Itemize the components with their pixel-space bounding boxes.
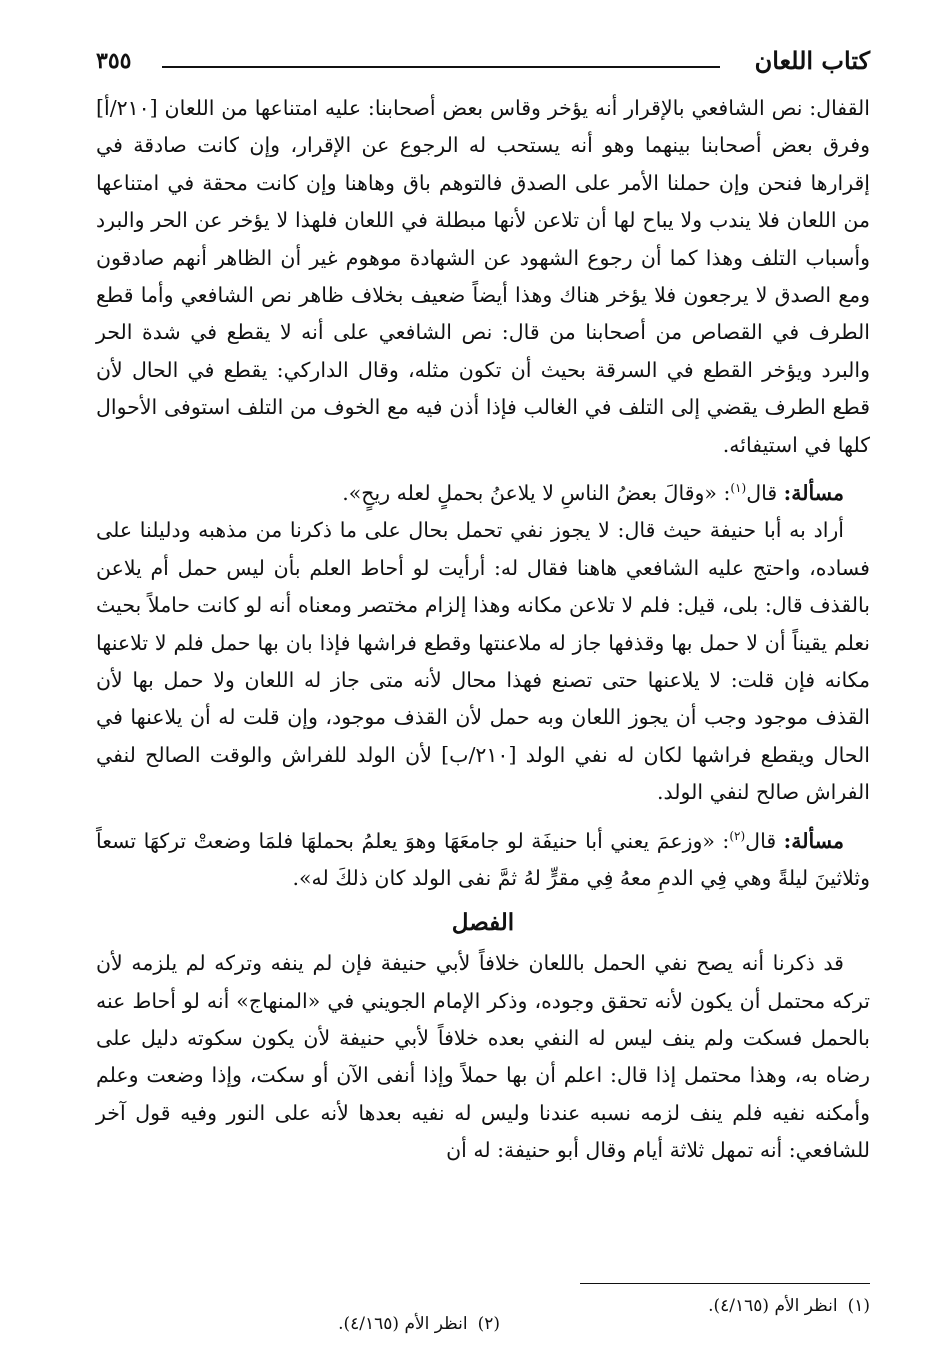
footnote-ref-1[interactable]: (١) (730, 481, 747, 496)
footnote-rule (580, 1283, 870, 1284)
paragraph-3: أراد به أبا حنيفة حيث قال: لا يجوز نفي تحمل بحال على ما ذكرنا من مذهبه ودليلنا على فساده، واحتج عليه الشافعي هاهنا فقال له: أرأيت لو أحاط العلم بأن ليس حمل أم يلاعن بالقذف قال: بلى، قيل: فلم لا تلاعن مكانه وهذا إلزام مختصر ومعناه أنه لو كانت حاملاً بحيث نعلم يقيناً أن لا حمل بها وقذفها جاز له ملاعنتها وقطع فراشها فإذا بان بها حمل فلم لا تلاعنها مكانه فإن قلت: لا يلاعنها حتى تصنع فهذا محال لأنه متى جاز له اللعان ولا حمل بها لأن القذف موجود وجب أن يجوز اللعان وبه حمل لأن القذف موجود، وإن قلت له أن يلاعنها في الحال ويقطع فراشها لكان له نفي الولد [٢١٠/ب] لأن الولد للفراش والوقت الصالح لنفي الفراش صالح لنفي الولد. (96, 518, 870, 805)
page-number: ٣٥٥ (96, 48, 132, 74)
issue-label: مسألة: (783, 828, 844, 853)
footnote-2 (338, 1314, 500, 1334)
footnote-ref-2[interactable]: (٢) (729, 828, 746, 843)
issue-quote: : «وقالَ بعضُ الناسِ لا يلاعنُ بحملٍ لعله ريحٍ». (342, 480, 731, 505)
footnote-text: انظر الأم (٤/١٦٥). (708, 1296, 838, 1316)
header-rule (162, 66, 720, 68)
footnote-number: (٢) (477, 1314, 500, 1334)
paragraph-1: القفال: نص الشافعي بالإقرار أنه يؤخر وقاس بعض أصحابنا: عليه امتناعها من اللعان [٢١٠/أ] وفرق بعض أصحابنا بينهما وهو أنه يستحب له الرجوع عن الإقرار، وإن كانت صادقة في إقرارها فنحن وإن حملنا الأمر على الصدق فالتوهم باق وهاهنا وإن كانت محقة في امتناعها من اللعان فلا يندب ولا يباح لها أن تلاعن لأنها مبطلة في اللعان فلهذا لا يؤخر عن الحر والبرد وأسباب التلف وهذا كما أن رجوع الشهود عن الشهادة موهوم غير أن الظاهر أنهم صادقون ومع الصدق لا يرجعون فلا يؤخر هناك وهذا أيضاً ضعيف بخلاف ظاهر نص الشافعي وأما قطع الطرف في القصاص من أصحابنا من قال: نص الشافعي على أنه لا يقطع في شدة الحر والبرد ويؤخر القطع في السرقة بحيث أن تكون مثله، وقال الداركي: يقطع في الحال لأن قطع الطرف يقضي إلى التلف في الغالب فإذا أذن فيه مع الخوف من التلف استوفى الأحوال كلها في استيفائه. (96, 96, 870, 457)
issue-2 (96, 818, 870, 898)
paragraph-5: قد ذكرنا أنه يصح نفي الحمل باللعان خلافاً لأبي حنيفة فإن لم ينفه وتركه لم يلزمه لأن تركه محتمل أن يكون لأنه تحقق وجوده، وذكر الإمام الجويني في «المنهاج» أنه لو أحاط عنه بالحمل فسكت ولم ينف ليس له النفي بعده خلافاً لأبي حنيفة لأن يكون سكوته دليل على رضاه به، وهذا محتمل إذا قال: اعلم أن بها حملاً وإذا أنفى الآن أو سكت، وإذا وضعت وعلم وأمكنه نفيه فلم ينف لزمه نسبه عندنا وليس له نفيه بعدها لأنه على النور وفيه قول آخر للشافعي: أنه تمهل ثلاثة أيام وقال أبو حنيفة: له أن (96, 951, 870, 1163)
footnotes (96, 1296, 870, 1344)
page-body (96, 90, 870, 1170)
section-heading: الفصل (451, 909, 515, 937)
issue-1 (96, 470, 870, 512)
footnote-text: انظر الأم (٤/١٦٥). (338, 1314, 468, 1334)
footnote-1 (708, 1296, 870, 1316)
issue-label: مسألة: (783, 480, 844, 505)
issue-intro: قال (746, 480, 778, 505)
issue-intro: قال (745, 828, 777, 853)
issue-quote: : «وزعمَ يعني أبا حنيفَة لو جامعَهَا وهوَ يعلمُ بحملهَا فلمَا وضعتْ تركهَا تسعاً وثلاثينَ ليلةً وهي فِي الدمِ معهُ فِي مقرٍّ لهُ ثمَّ نفى الولد كان ذلكَ له». (96, 828, 870, 890)
page-header (96, 44, 870, 78)
footnote-number: (١) (847, 1296, 870, 1316)
running-title: كتاب اللعان (754, 46, 870, 75)
